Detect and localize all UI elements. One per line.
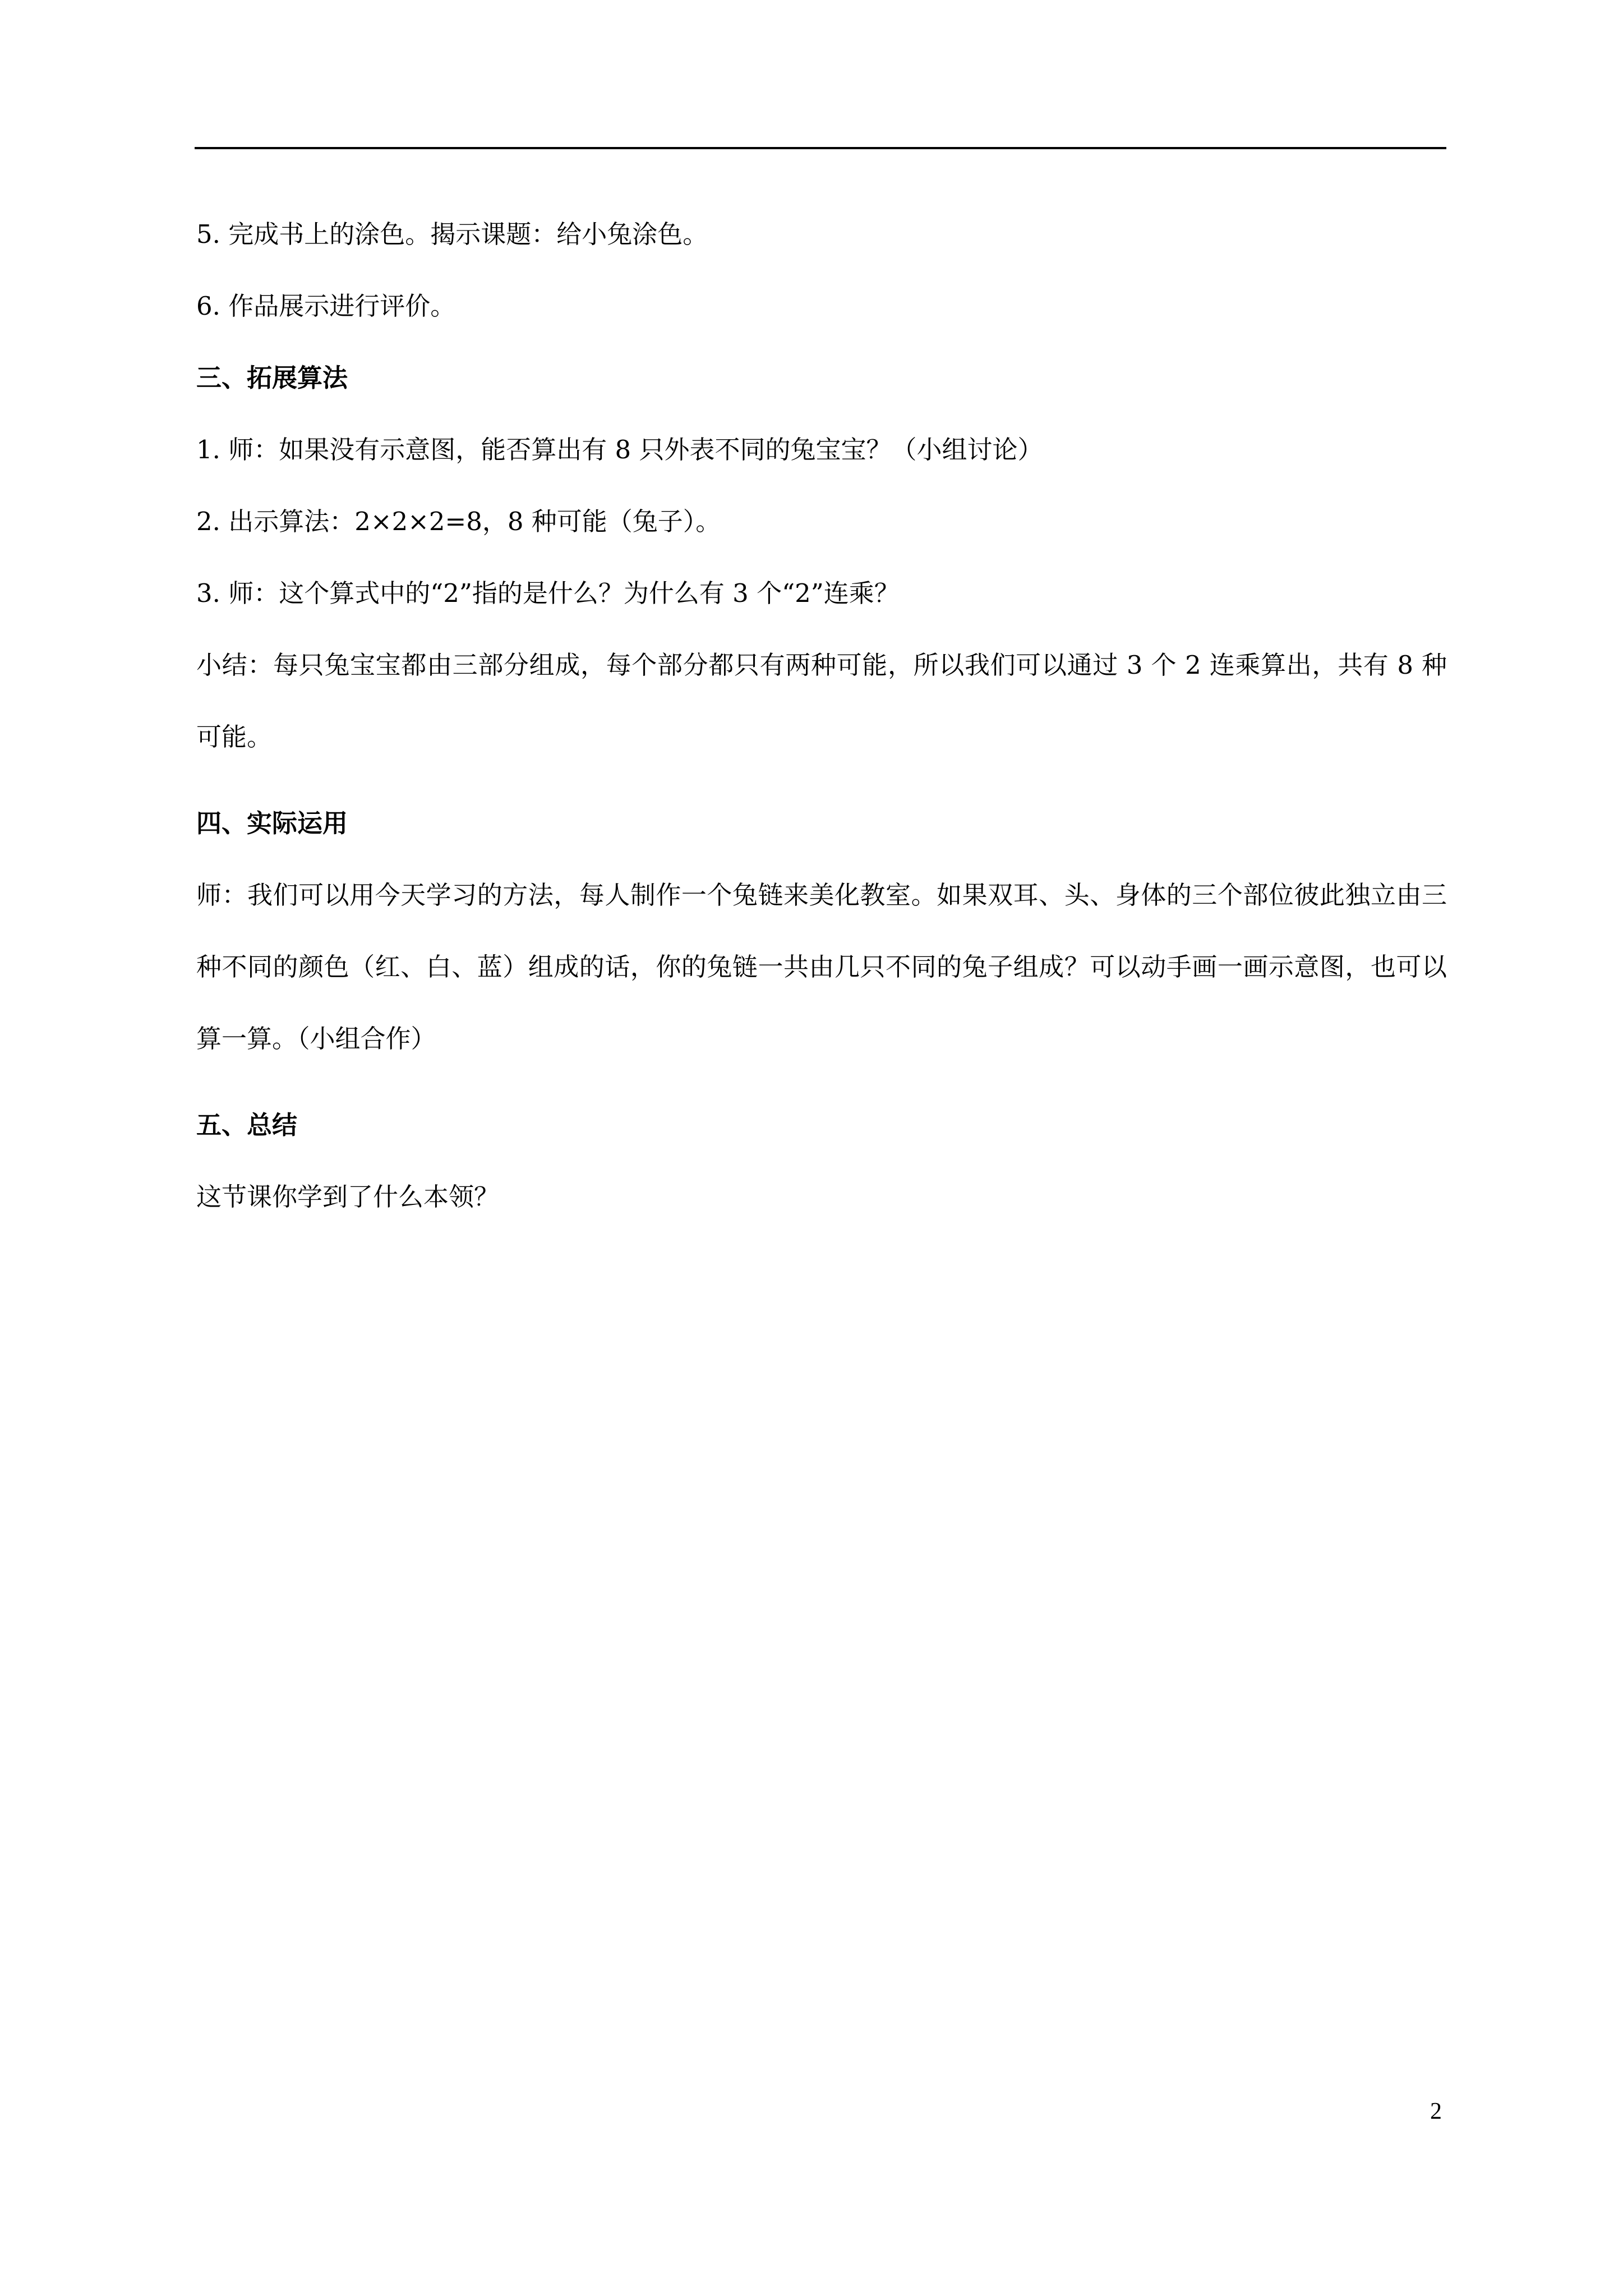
section-3-heading: 三、拓展算法 — [196, 363, 348, 393]
document-body — [196, 213, 1447, 1248]
header-rule — [195, 147, 1446, 149]
section-3-item-2: 2. 出示算法：2×2×2=8，8 种可能（兔子）。 — [196, 507, 721, 536]
section-3-summary: 小结：每只兔宝宝都由三部分组成，每个部分都只有两种可能，所以我们可以通过 3 个 2 连乘算出，共有 8 种可能。 — [196, 650, 1447, 752]
step-6: 6. 作品展示进行评价。 — [196, 291, 456, 321]
step-5: 5. 完成书上的涂色。揭示课题：给小兔涂色。 — [196, 219, 708, 249]
section-4-heading: 四、实际运用 — [196, 808, 348, 838]
section-3-item-3: 3. 师：这个算式中的“2”指的是什么？为什么有 3 个“2”连乘？ — [196, 578, 900, 608]
section-3-item-1: 1. 师：如果没有示意图，能否算出有 8 只外表不同的兔宝宝？（小组讨论） — [196, 435, 1043, 464]
section-4-text: 师：我们可以用今天学习的方法，每人制作一个兔链来美化教室。如果双耳、头、身体的三个部位彼此独立由三种不同的颜色（红、白、蓝）组成的话，你的兔链一共由几只不同的兔子组成？可以动手画一画示意图，也可以算一算。（小组合作） — [196, 880, 1447, 1053]
section-5-heading: 五、总结 — [196, 1110, 298, 1140]
section-5-text: 这节课你学到了什么本领？ — [196, 1182, 500, 1212]
page-number: 2 — [1430, 2099, 1442, 2124]
